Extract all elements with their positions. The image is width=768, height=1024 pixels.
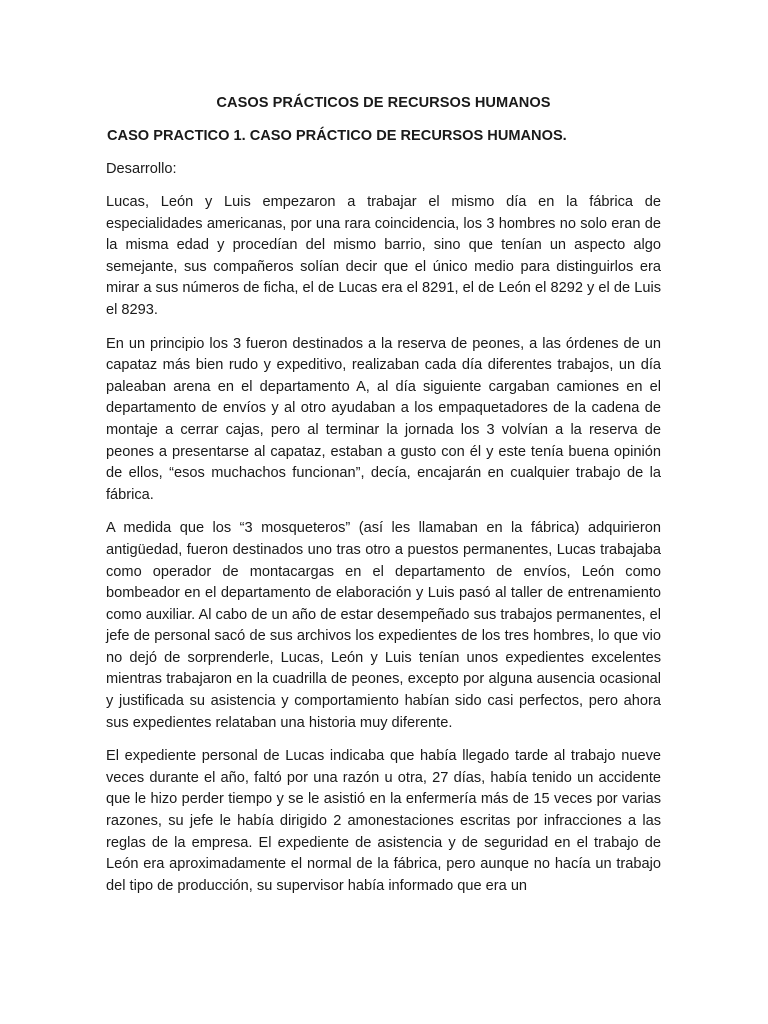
paragraph-1: Lucas, León y Luis empezaron a trabajar el mismo día en la fábrica de especialidades americanas, por una rara coincidencia, los 3 hombres no solo eran de la misma edad y procedían del mismo barrio, sino que tenían un aspecto algo semejante, sus compañeros solían decir que el único medio para distinguirlos era mirar a sus números de ficha, el de Lucas era el 8291, el de León el 8292 y el de Luis el 8293. xyxy=(106,194,661,318)
case-heading: CASO PRACTICO 1. CASO PRÁCTICO DE RECURSOS HUMANOS. xyxy=(107,128,567,144)
document-title: CASOS PRÁCTICOS DE RECURSOS HUMANOS xyxy=(216,95,551,111)
document-body xyxy=(106,93,661,909)
paragraph-4: El expediente personal de Lucas indicaba que había llegado tarde al trabajo nueve veces durante el año, faltó por una razón u otra, 27 días, había tenido un accidente que le hizo perder tiempo y se le asistió en la enfermería más de 15 veces por varias razones, su jefe le había dirigido 2 amonestaciones escritas por infracciones a las reglas de la empresa. El expediente de asistencia y de seguridad en el trabajo de León era aproximadamente el normal de la fábrica, pero aunque no hacía un trabajo del tipo de producción, su supervisor había informado que era un xyxy=(106,748,661,894)
paragraph-3: A medida que los “3 mosqueteros” (así les llamaban en la fábrica) adquirieron antigüedad, fueron destinados uno tras otro a puestos permanentes, Lucas trabajaba como operador de montacargas en el departamento de envíos, León como bombeador en el departamento de elaboración y Luis pasó al taller de entrenamiento como auxiliar. Al cabo de un año de estar desempeñado sus trabajos permanentes, el jefe de personal sacó de sus archivos los expedientes de los tres hombres, lo que vio no dejó de sorprenderle, Lucas, León y Luis tenían unos expedientes excelentes mientras trabajaron en la cuadrilla de peones, excepto por alguna ausencia ocasional y justificada su asistencia y comportamiento habían sido casi perfectos, pero ahora sus expedientes relataban una historia muy diferente. xyxy=(106,520,661,731)
section-label: Desarrollo: xyxy=(106,161,177,177)
paragraph-2: En un principio los 3 fueron destinados a la reserva de peones, a las órdenes de un capataz más bien rudo y expeditivo, realizaban cada día diferentes trabajos, un día paleaban arena en el departamento A, al día siguiente cargaban camiones en el departamento de envíos y al otro ayudaban a los empaquetadores de la cadena de montaje a cerrar cajas, pero al terminar la jornada los 3 volvían a la reserva de peones a presentarse al capataz, estaban a gusto con él y este tenía buena opinión de ellos, “esos muchachos funcionan”, decía, encajarán en cualquier trabajo de la fábrica. xyxy=(106,335,661,503)
